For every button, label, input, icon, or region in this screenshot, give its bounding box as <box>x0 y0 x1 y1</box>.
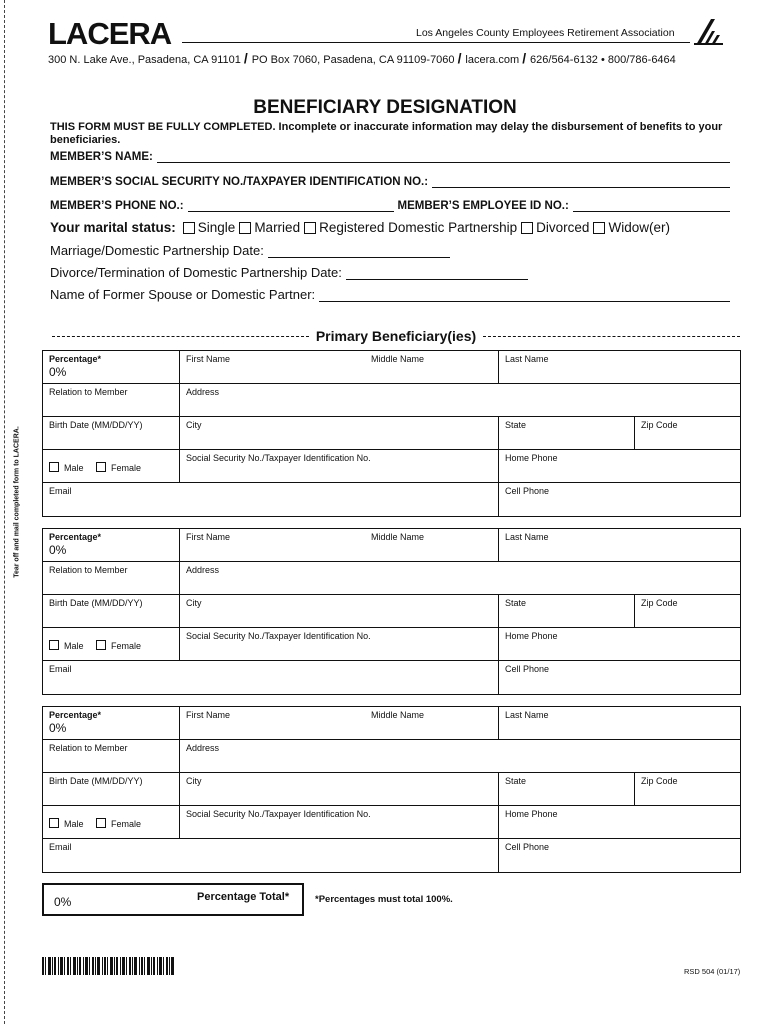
home-phone-label: Home Phone <box>505 631 558 641</box>
percentage-cell[interactable] <box>43 351 180 384</box>
zip-code-cell[interactable] <box>635 773 740 806</box>
zip-code-label: Zip Code <box>641 776 678 786</box>
relation-label: Relation to Member <box>49 565 128 575</box>
female-label: Female <box>111 641 142 651</box>
barcode-icon <box>42 957 174 975</box>
widower-checkbox[interactable] <box>593 222 605 234</box>
member-name-field[interactable] <box>157 152 730 163</box>
last-name-label: Last Name <box>505 710 549 720</box>
city-label: City <box>186 420 202 430</box>
single-option-label: Single <box>197 220 236 235</box>
divorce-date-label: Divorce/Termination of Domestic Partnership Date: <box>50 265 342 280</box>
percentage-value: 0% <box>49 365 67 379</box>
single-checkbox[interactable] <box>183 222 195 234</box>
tear-off-line <box>4 0 5 1024</box>
male-checkbox[interactable] <box>49 640 59 650</box>
ssn-label: Social Security No./Taxpayer Identification No. <box>186 631 371 641</box>
first-name-label: First Name <box>186 354 231 364</box>
birth-date-cell[interactable] <box>43 595 180 628</box>
divorced-checkbox[interactable] <box>521 222 533 234</box>
first-name-label: First Name <box>186 532 231 542</box>
member-phone-row <box>50 200 730 212</box>
member-ssn-field[interactable] <box>432 177 730 188</box>
member-ssn-row <box>50 176 730 188</box>
slash-separator: / <box>243 50 252 66</box>
gender-cell <box>43 628 180 661</box>
divorce-date-row <box>50 265 730 280</box>
relation-cell[interactable] <box>43 384 180 417</box>
po-box: PO Box 7060, Pasadena, CA 91109-7060 <box>251 54 455 66</box>
member-name-label: MEMBER’S NAME: <box>50 151 153 163</box>
city-cell[interactable] <box>180 773 499 806</box>
lacera-mark-icon <box>692 18 724 46</box>
email-cell[interactable] <box>43 483 499 516</box>
email-cell[interactable] <box>43 661 499 694</box>
home-phone-label: Home Phone <box>505 809 558 819</box>
percentage-value: 0% <box>49 721 67 735</box>
percentage-total-value: 0% <box>54 895 72 909</box>
address-label: Address <box>186 565 220 575</box>
cell-phone-label: Cell Phone <box>505 664 550 674</box>
percentage-label: Percentage* <box>49 532 102 542</box>
zip-code-label: Zip Code <box>641 598 678 608</box>
state-cell[interactable] <box>499 595 635 628</box>
birth-date-cell[interactable] <box>43 417 180 450</box>
female-label: Female <box>111 819 142 829</box>
member-phone-label: MEMBER’S PHONE NO.: <box>50 200 184 212</box>
ssn-label: Social Security No./Taxpayer Identification No. <box>186 453 371 463</box>
domestic-partnership-option-label: Registered Domestic Partnership <box>319 220 518 235</box>
female-checkbox[interactable] <box>96 818 106 828</box>
zip-code-cell[interactable] <box>635 417 740 450</box>
employee-id-label: MEMBER’S EMPLOYEE ID NO.: <box>397 200 569 212</box>
state-cell[interactable] <box>499 773 635 806</box>
gender-cell <box>43 806 180 839</box>
percentage-note: *Percentages must total 100%. <box>315 894 453 905</box>
state-cell[interactable] <box>499 417 635 450</box>
address-cell[interactable] <box>180 384 740 417</box>
heading-dashes-right <box>483 336 740 337</box>
city-label: City <box>186 598 202 608</box>
zip-code-label: Zip Code <box>641 420 678 430</box>
zip-code-cell[interactable] <box>635 595 740 628</box>
female-checkbox[interactable] <box>96 462 106 472</box>
employee-id-field[interactable] <box>573 201 730 212</box>
home-phone-cell[interactable] <box>499 806 740 839</box>
relation-label: Relation to Member <box>49 387 128 397</box>
ssn-cell[interactable] <box>180 806 499 839</box>
middle-name-label: Middle Name <box>371 354 425 364</box>
slash-separator: / <box>457 50 466 66</box>
email-label: Email <box>49 664 72 674</box>
former-spouse-field[interactable] <box>319 290 730 302</box>
form-code: RSD 504 (01/17) <box>684 967 741 976</box>
phone-numbers: 626/564-6132 • 800/786-6464 <box>530 54 676 66</box>
male-label: Male <box>64 641 84 651</box>
relation-label: Relation to Member <box>49 743 128 753</box>
email-cell[interactable] <box>43 839 499 872</box>
tear-off-instruction: Tear off and mail completed form to LACERA. <box>13 426 21 578</box>
male-checkbox[interactable] <box>49 462 59 472</box>
former-spouse-row <box>50 287 730 302</box>
state-label: State <box>505 420 527 430</box>
gender-cell <box>43 450 180 483</box>
divorced-option-label: Divorced <box>536 220 590 235</box>
marriage-date-field[interactable] <box>268 246 450 258</box>
marital-status-label: Your marital status: <box>50 220 176 235</box>
cell-phone-cell[interactable] <box>499 483 740 516</box>
ssn-label: Social Security No./Taxpayer Identification No. <box>186 809 371 819</box>
cell-phone-label: Cell Phone <box>505 486 550 496</box>
home-phone-cell[interactable] <box>499 628 740 661</box>
member-name-row <box>50 151 730 163</box>
birth-date-cell[interactable] <box>43 773 180 806</box>
relation-cell[interactable] <box>43 562 180 595</box>
last-name-cell[interactable] <box>499 351 740 384</box>
home-phone-label: Home Phone <box>505 453 558 463</box>
last-name-label: Last Name <box>505 532 549 542</box>
address-cell[interactable] <box>180 740 740 773</box>
city-label: City <box>186 776 202 786</box>
divorce-date-field[interactable] <box>346 268 528 280</box>
beneficiary-block <box>42 528 741 695</box>
city-cell[interactable] <box>180 595 499 628</box>
married-checkbox[interactable] <box>239 222 251 234</box>
married-option-label: Married <box>254 220 301 235</box>
gender-options <box>49 640 141 651</box>
header-rule <box>182 42 690 43</box>
gender-options <box>49 818 141 829</box>
first-name-cell[interactable] <box>180 529 365 562</box>
percentage-label: Percentage* <box>49 710 102 720</box>
address-cell[interactable] <box>180 562 740 595</box>
association-name: Los Angeles County Employees Retirement Association <box>416 27 675 39</box>
website: lacera.com <box>465 54 520 66</box>
first-name-cell[interactable] <box>180 351 365 384</box>
first-name-label: First Name <box>186 710 231 720</box>
first-name-cell[interactable] <box>180 707 365 740</box>
section-title: Primary Beneficiary(ies) <box>315 328 477 344</box>
former-spouse-label: Name of Former Spouse or Domestic Partner: <box>50 287 316 302</box>
last-name-cell[interactable] <box>499 529 740 562</box>
birth-date-label: Birth Date (MM/DD/YY) <box>49 776 143 786</box>
marriage-date-row <box>50 243 730 258</box>
percentage-total-box[interactable] <box>42 883 304 916</box>
slash-separator: / <box>522 50 531 66</box>
middle-name-cell[interactable] <box>365 351 499 384</box>
beneficiary-block <box>42 706 741 873</box>
member-phone-field[interactable] <box>188 201 394 212</box>
middle-name-cell[interactable] <box>365 529 499 562</box>
middle-name-cell[interactable] <box>365 707 499 740</box>
lacera-logo: LACERA <box>48 16 172 51</box>
percentage-cell[interactable] <box>43 529 180 562</box>
widower-option-label: Widow(er) <box>608 220 670 235</box>
gender-options <box>49 462 141 473</box>
member-ssn-label: MEMBER’S SOCIAL SECURITY NO./TAXPAYER IDENTIFICATION NO.: <box>50 176 429 188</box>
relation-cell[interactable] <box>43 740 180 773</box>
ssn-cell[interactable] <box>180 628 499 661</box>
male-label: Male <box>64 463 84 473</box>
birth-date-label: Birth Date (MM/DD/YY) <box>49 420 143 430</box>
male-checkbox[interactable] <box>49 818 59 828</box>
form-instructions: THIS FORM MUST BE FULLY COMPLETED. Incomplete or inaccurate information may delay the disbursement of benefits to your beneficiaries. <box>50 121 723 146</box>
ssn-cell[interactable] <box>180 450 499 483</box>
domestic-partnership-checkbox[interactable] <box>304 222 316 234</box>
heading-dashes-left <box>52 336 309 337</box>
last-name-label: Last Name <box>505 354 549 364</box>
birth-date-label: Birth Date (MM/DD/YY) <box>49 598 143 608</box>
address-line <box>48 50 676 66</box>
state-label: State <box>505 776 527 786</box>
email-label: Email <box>49 842 72 852</box>
city-cell[interactable] <box>180 417 499 450</box>
cell-phone-cell[interactable] <box>499 839 740 872</box>
address-label: Address <box>186 387 220 397</box>
percentage-total-label: Percentage Total* <box>197 891 290 903</box>
cell-phone-cell[interactable] <box>499 661 740 694</box>
form-title: BENEFICIARY DESIGNATION <box>253 97 517 118</box>
home-phone-cell[interactable] <box>499 450 740 483</box>
marital-status-row <box>50 220 670 235</box>
percentage-label: Percentage* <box>49 354 102 364</box>
middle-name-label: Middle Name <box>371 710 425 720</box>
cell-phone-label: Cell Phone <box>505 842 550 852</box>
female-label: Female <box>111 463 142 473</box>
primary-beneficiaries-heading <box>52 328 740 344</box>
middle-name-label: Middle Name <box>371 532 425 542</box>
percentage-cell[interactable] <box>43 707 180 740</box>
marriage-date-label: Marriage/Domestic Partnership Date: <box>50 243 264 258</box>
address-label: Address <box>186 743 220 753</box>
percentage-value: 0% <box>49 543 67 557</box>
beneficiary-block <box>42 350 741 517</box>
female-checkbox[interactable] <box>96 640 106 650</box>
street-address: 300 N. Lake Ave., Pasadena, CA 91101 <box>48 54 241 66</box>
last-name-cell[interactable] <box>499 707 740 740</box>
state-label: State <box>505 598 527 608</box>
email-label: Email <box>49 486 72 496</box>
male-label: Male <box>64 819 84 829</box>
